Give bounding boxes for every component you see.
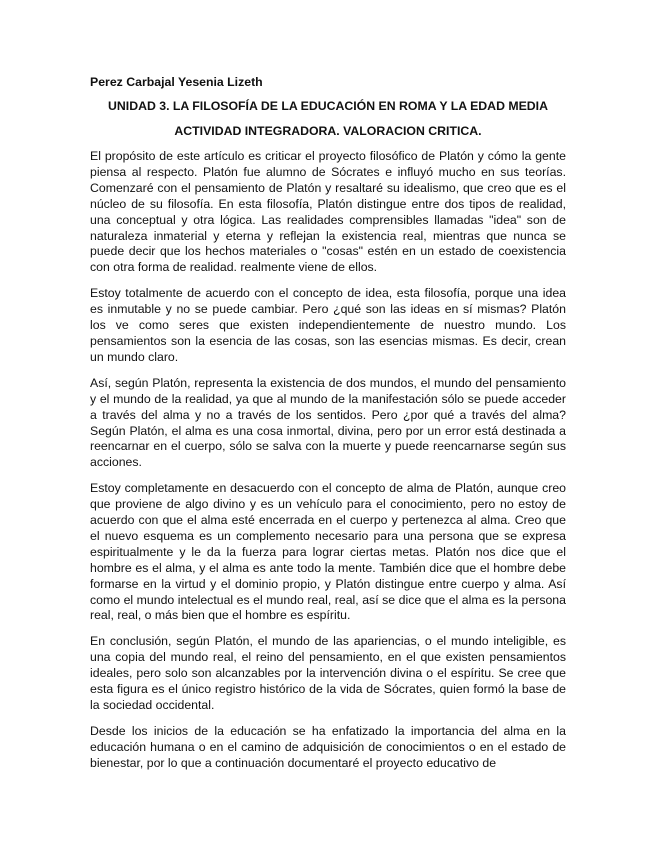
paragraph-3: Así, según Platón, representa la existencia de dos mundos, el mundo del pensamiento y el mundo de la realidad, ya que al mundo de la manifestación sólo se puede acceder a través del alma y no a través de los sentidos. Pero ¿por qué a través del alma? Según Platón, el alma es una cosa inmortal, divina, pero por un error está destinada a reencarnar en el cuerpo, sólo se salva con la muerte y puede reencarnarse según sus acciones. [90, 375, 566, 470]
paragraph-6: Desde los inicios de la educación se ha enfatizado la importancia del alma en la educación humana o en el camino de adquisición de conocimientos o en el estado de bienestar, por lo que a continuación documentaré el proyecto educativo de [90, 723, 566, 770]
paragraph-4: Estoy completamente en desacuerdo con el concepto de alma de Platón, aunque creo que proviene de algo divino y es un vehículo para el conocimiento, pero no estoy de acuerdo con que el alma esté encerrada en el cuerpo y pertenezca al alma. Creo que el nuevo esquema es un complemento necesario para una persona que se expresa espiritualmente y le da la fuerza para lograr ciertas metas. Platón nos dice que el hombre es el alma, y el alma es ante todo la mente. También dice que el hombre debe formarse en la virtud y el dominio propio, y Platón distingue entre cuerpo y alma. Así como el mundo intelectual es el mundo real, real, así se dice que el alma es la persona real, real, o más bien que el hombre es espíritu. [90, 481, 566, 623]
paragraph-1: El propósito de este artículo es criticar el proyecto filosófico de Platón y cómo la gente piensa al respecto. Platón fue alumno de Sócrates e influyó mucho en sus teorías. Comenzaré con el pensamiento de Platón y resaltaré su idealismo, que creo que es el núcleo de su filosofía. En esta filosofía, Platón distingue entre dos tipos de realidad, una conceptual y otra lógica. Las realidades comprensibles llamadas "idea" son de naturaleza inmaterial y eterna y reflejan la existencia real, mientras que nunca se puede decir que los hechos materiales o "cosas" estén en un estado de coexistencia con otra forma de realidad. realmente viene de ellos. [90, 149, 566, 275]
unit-title: UNIDAD 3. LA FILOSOFÍA DE LA EDUCACIÓN EN ROMA Y LA EDAD MEDIA [108, 99, 548, 113]
document-page [90, 74, 566, 782]
paragraph-5: En conclusión, según Platón, el mundo de las apariencias, o el mundo inteligible, es una copia del mundo real, el reino del pensamiento, en el que existen pensamientos ideales, pero solo son alcanzables por la intervención divina o el espíritu. Se cree que esta figura es el único registro histórico de la vida de Sócrates, quien formó la base de la sociedad occidental. [90, 634, 566, 712]
paragraph-2: Estoy totalmente de acuerdo con el concepto de idea, esta filosofía, porque una idea es inmutable y no se puede cambiar. Pero ¿qué son las ideas en sí mismas? Platón los ve como seres que existen independientemente de nuestro mundo. Los pensamientos son la esencia de las cosas, son las esencias mismas. Es decir, crean un mundo claro. [90, 286, 566, 364]
activity-title: ACTIVIDAD INTEGRADORA. VALORACION CRITICA. [174, 124, 482, 138]
author-name: Perez Carbajal Yesenia Lizeth [90, 75, 263, 89]
